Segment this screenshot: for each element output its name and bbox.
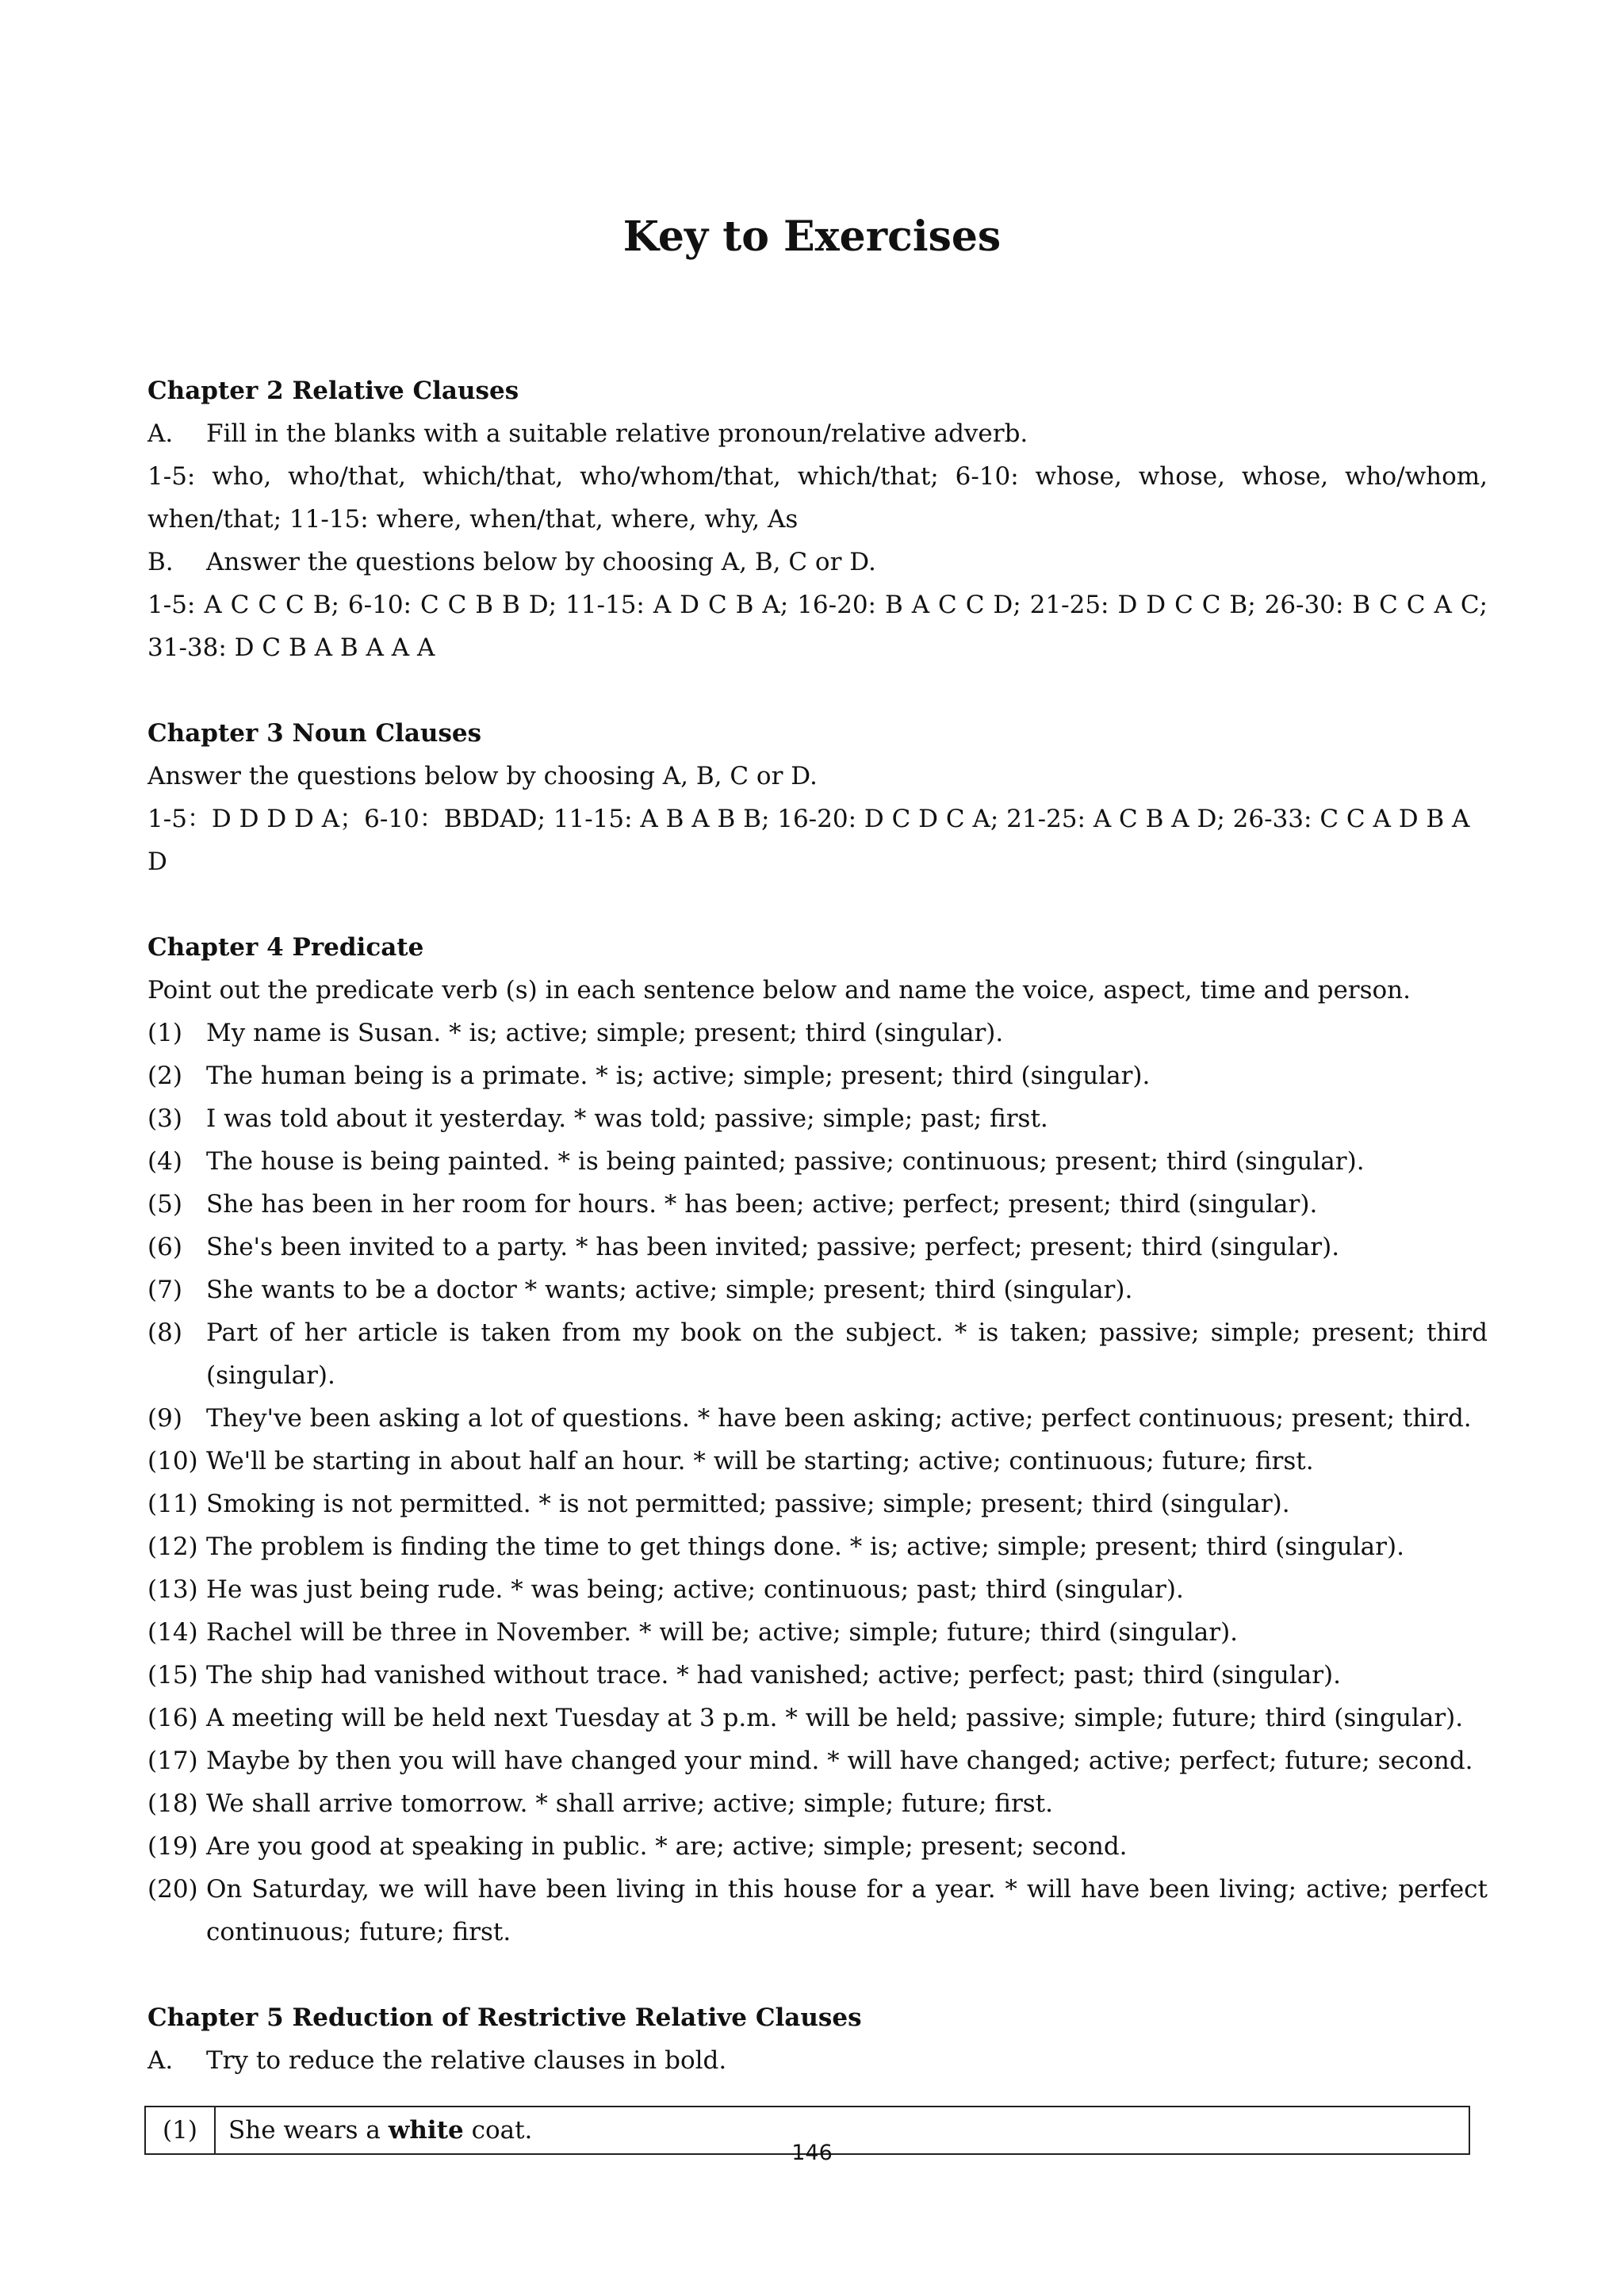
- item-text: On Saturday, we will have been living in this house for a year. * will have been living; active; perfect continuous; future; first.: [206, 1875, 1488, 1946]
- item-text: Are you good at speaking in public. * are; active; simple; present; second.: [206, 1832, 1128, 1861]
- instruction-text: Answer the questions below by choosing A, B, C or D.: [206, 548, 876, 576]
- item-text: They've been asking a lot of questions. * have been asking; active; perfect continuous; present; third.: [206, 1404, 1472, 1433]
- item-text: Part of her article is taken from my book on the subject. * is taken; passive; simple; present; third (singular).: [206, 1318, 1488, 1390]
- instruction-text: Point out the predicate verb (s) in each sentence below and name the voice, aspect, time and person.: [147, 976, 1411, 1004]
- item-text: She has been in her room for hours. * has been; active; perfect; present; third (singular).: [206, 1190, 1318, 1219]
- list-item: [147, 1568, 1488, 1611]
- list-item: [147, 1483, 1488, 1525]
- chapter-4-section: [147, 926, 1488, 1954]
- item-number: (6): [147, 1233, 182, 1261]
- item-number: (14): [147, 1618, 198, 1647]
- page-number: 146: [791, 2141, 833, 2165]
- item-number: (13): [147, 1575, 198, 1604]
- item-text: The house is being painted. * is being painted; passive; continuous; present; third (singular).: [206, 1147, 1365, 1176]
- instruction-text: Try to reduce the relative clauses in bold.: [206, 2046, 727, 2075]
- list-item: [147, 1097, 1488, 1140]
- list-item: [147, 1140, 1488, 1183]
- item-number: (2): [147, 1062, 182, 1090]
- sentence-text: coat.: [463, 2116, 533, 2145]
- item-number: (18): [147, 1789, 198, 1818]
- item-text: I was told about it yesterday. * was told; passive; simple; past; first.: [206, 1104, 1048, 1133]
- list-item: [147, 1782, 1488, 1825]
- answer-key-text: 1-5：D D D D A；6-10：BBDAD; 11-15: A B A B B; 16-20: D C D C A; 21-25: A C B A D; 26-33: C C A D B A D: [147, 805, 1470, 876]
- item-text: Smoking is not permitted. * is not permitted; passive; simple; present; third (singular).: [206, 1490, 1290, 1518]
- exercise-label: A.: [147, 419, 174, 448]
- item-number: (8): [147, 1318, 182, 1347]
- exercise-b-instruction: [147, 541, 1488, 584]
- item-number: (16): [147, 1704, 198, 1732]
- list-item: [147, 1525, 1488, 1568]
- exercise-a-instruction: [147, 2039, 1488, 2082]
- item-text: She wants to be a doctor * wants; active; simple; present; third (singular).: [206, 1276, 1133, 1304]
- exercise-label: A.: [147, 2046, 174, 2075]
- item-number: (17): [147, 1747, 198, 1775]
- numbered-answer-list: [147, 1012, 1488, 1954]
- list-item: [147, 1611, 1488, 1654]
- list-item: [147, 1183, 1488, 1226]
- list-item: [147, 1397, 1488, 1440]
- item-text: We'll be starting in about half an hour. * will be starting; active; continuous; future; first.: [206, 1447, 1314, 1475]
- list-item: [147, 1868, 1488, 1954]
- item-number: (1): [147, 1019, 182, 1047]
- chapter-heading: Chapter 4 Predicate: [147, 933, 424, 962]
- chapter-heading: Chapter 2 Relative Clauses: [147, 377, 519, 405]
- bold-word: white: [388, 2116, 464, 2145]
- item-text: The problem is finding the time to get things done. * is; active; simple; present; third (singular).: [206, 1533, 1404, 1561]
- item-number: (5): [147, 1190, 182, 1219]
- item-text: She's been invited to a party. * has been invited; passive; perfect; present; third (singular).: [206, 1233, 1340, 1261]
- document-body: [147, 369, 1488, 2155]
- instruction-text: Answer the questions below by choosing A, B, C or D.: [147, 762, 818, 790]
- item-number: (4): [147, 1147, 182, 1176]
- chapter-heading: Chapter 3 Noun Clauses: [147, 719, 482, 748]
- list-item: [147, 1054, 1488, 1097]
- item-number: (12): [147, 1533, 198, 1561]
- item-number: (15): [147, 1661, 198, 1689]
- list-item: [147, 1440, 1488, 1483]
- list-item: [147, 1825, 1488, 1868]
- page-title: Key to Exercises: [622, 212, 1002, 261]
- list-item: [147, 1012, 1488, 1054]
- item-text: Maybe by then you will have changed your mind. * will have changed; active; perfect; future; second.: [206, 1747, 1473, 1775]
- item-number: (19): [147, 1832, 198, 1861]
- list-item: [147, 1739, 1488, 1782]
- item-text: The human being is a primate. * is; active; simple; present; third (singular).: [206, 1062, 1151, 1090]
- list-item: [147, 1654, 1488, 1697]
- sentence-text: She wears a: [228, 2116, 389, 2145]
- chapter-5-section: [147, 1996, 1488, 2155]
- item-text: My name is Susan. * is; active; simple; present; third (singular).: [206, 1019, 1004, 1047]
- item-number: (9): [147, 1404, 182, 1433]
- item-number: (7): [147, 1276, 182, 1304]
- table-cell-number: (1): [145, 2107, 215, 2154]
- item-text: He was just being rude. * was being; active; continuous; past; third (singular).: [206, 1575, 1184, 1604]
- chapter-2-section: [147, 369, 1488, 669]
- item-text: A meeting will be held next Tuesday at 3 p.m. * will be held; passive; simple; future; third (singular).: [206, 1704, 1464, 1732]
- answer-key-text: 1-5: A C C C B; 6-10: C C B B D; 11-15: A D C B A; 16-20: B A C C D; 21-25: D D C C B; 26-30: B C C A C; 31-38: D C B A B A A A: [147, 591, 1488, 662]
- exercise-label: B.: [147, 548, 174, 576]
- item-text: Rachel will be three in November. * will be; active; simple; future; third (singular).: [206, 1618, 1239, 1647]
- item-number: (20): [147, 1875, 198, 1904]
- item-number: (11): [147, 1490, 198, 1518]
- chapter-3-section: [147, 712, 1488, 883]
- chapter-heading: Chapter 5 Reduction of Restrictive Relative Clauses: [147, 2003, 862, 2032]
- answer-key-text: 1-5: who, who/that, which/that, who/whom/that, which/that; 6-10: whose, whose, whose, who/whom, when/that; 11-15: where, when/that, where, why, As: [147, 462, 1488, 534]
- item-text: The ship had vanished without trace. * had vanished; active; perfect; past; third (singular).: [206, 1661, 1342, 1689]
- item-text: We shall arrive tomorrow. * shall arrive; active; simple; future; first.: [206, 1789, 1053, 1818]
- list-item: [147, 1311, 1488, 1397]
- item-number: (3): [147, 1104, 182, 1133]
- instruction-text: Fill in the blanks with a suitable relative pronoun/relative adverb.: [206, 419, 1028, 448]
- list-item: [147, 1226, 1488, 1269]
- item-number: (10): [147, 1447, 198, 1475]
- list-item: [147, 1269, 1488, 1311]
- list-item: [147, 1697, 1488, 1739]
- exercise-a-instruction: [147, 412, 1488, 455]
